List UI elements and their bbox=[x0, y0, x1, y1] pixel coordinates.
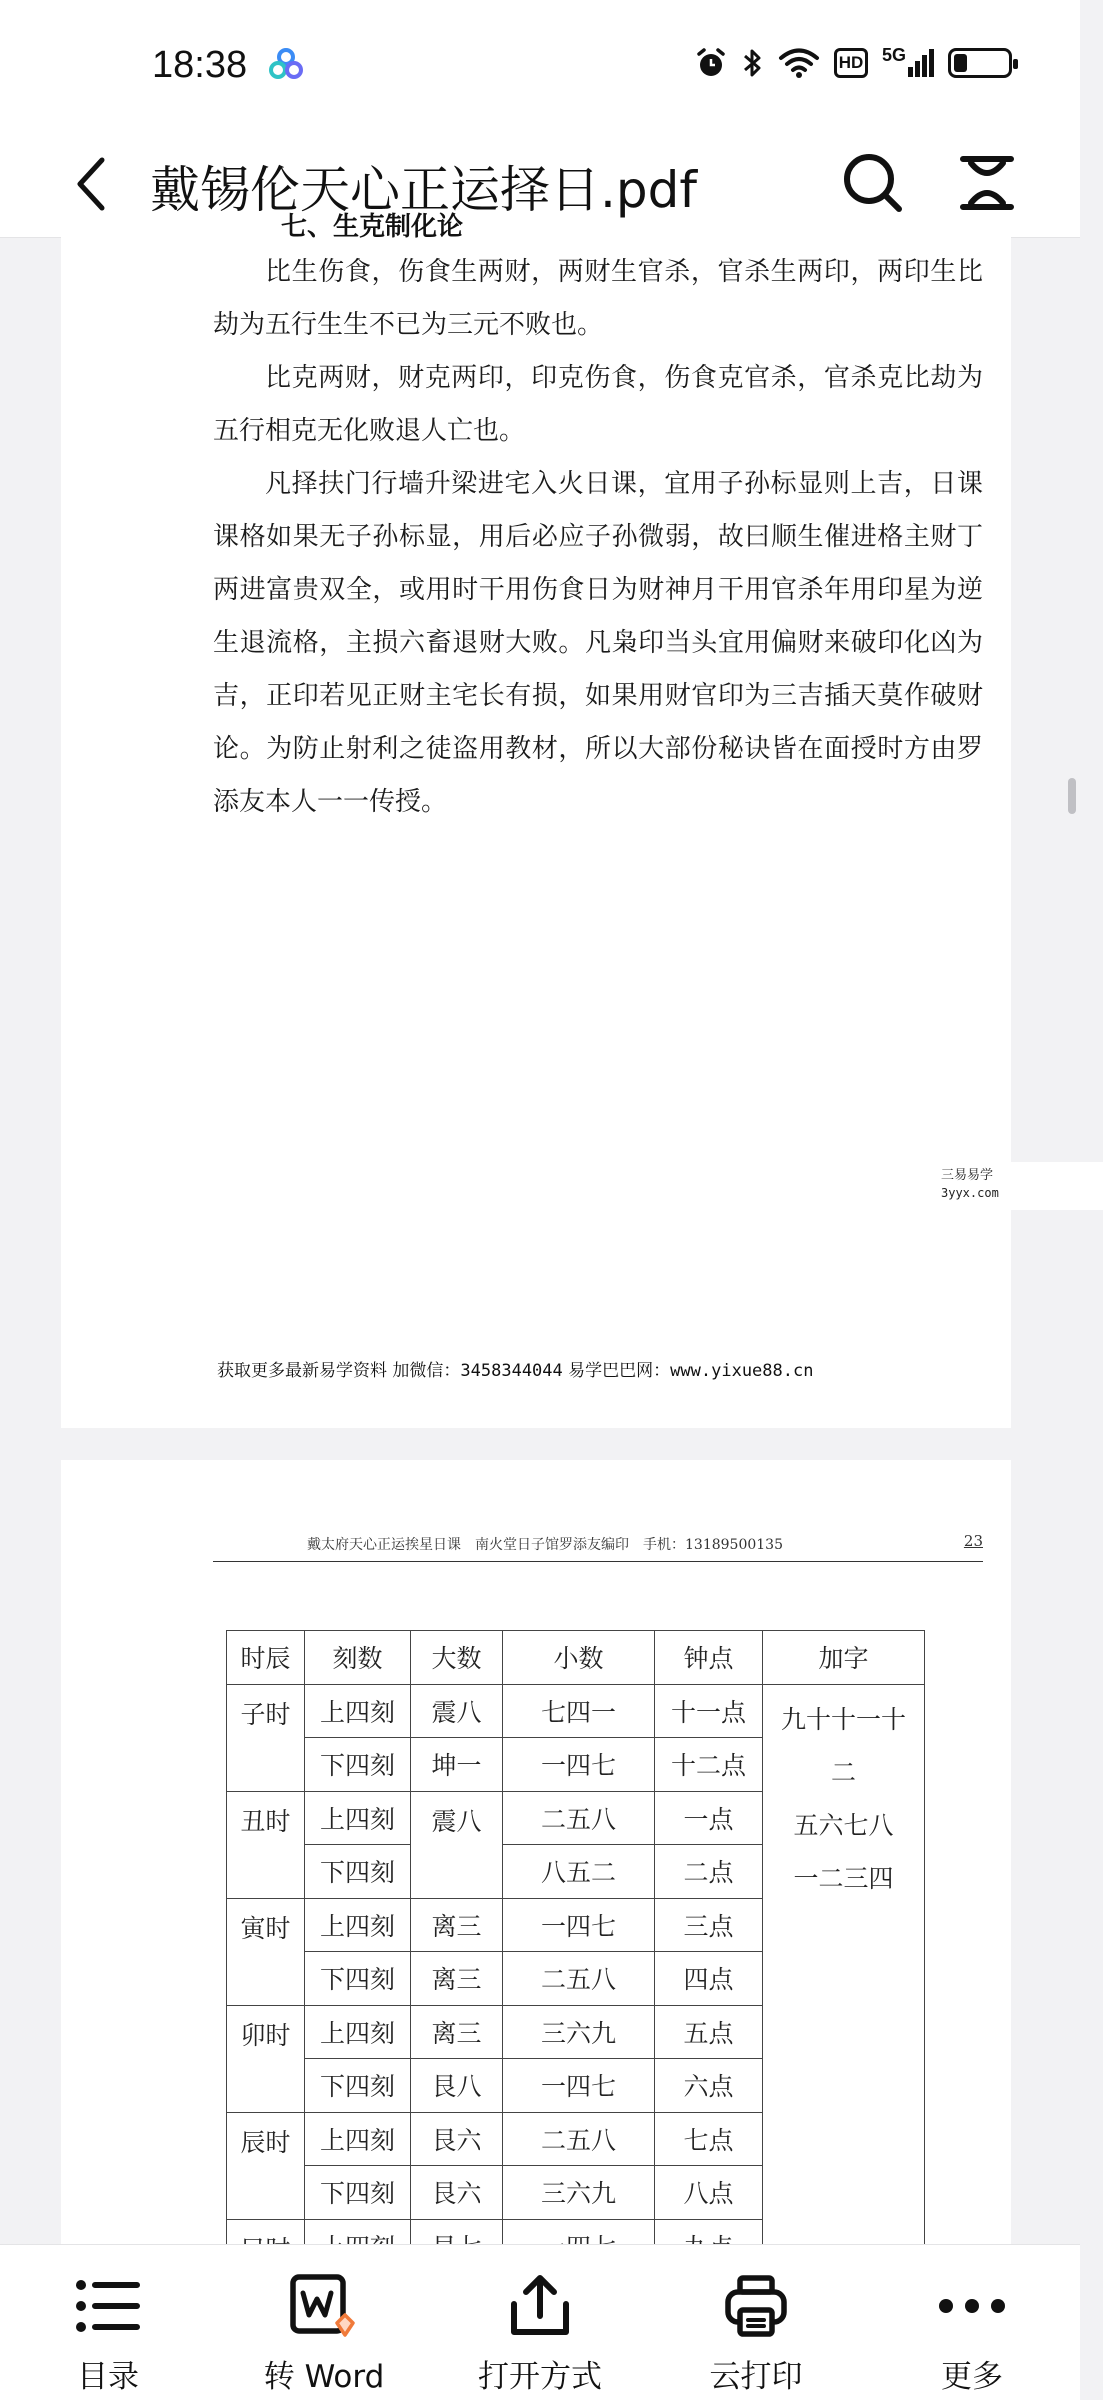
share-icon bbox=[508, 2274, 572, 2338]
network-label: 5G bbox=[881, 45, 906, 65]
battery-icon bbox=[948, 48, 1012, 78]
cloud-print-button[interactable] bbox=[648, 2245, 864, 2400]
ke-cell: 上四刻 bbox=[305, 1898, 411, 1952]
pdf-viewer[interactable] bbox=[0, 212, 1080, 2244]
column-header: 加字 bbox=[763, 1631, 925, 1685]
clock-cell: 十二点 bbox=[655, 1738, 763, 1792]
xiao-cell: 一四七 bbox=[503, 2059, 655, 2113]
bottom-toolbar bbox=[0, 2244, 1080, 2400]
da-cell: 艮六 bbox=[411, 2166, 503, 2220]
xiao-cell: 一四七 bbox=[503, 1738, 655, 1792]
clock-cell: 七点 bbox=[655, 2112, 763, 2166]
xiao-cell: 二五八 bbox=[503, 1791, 655, 1845]
extra-cell: 九十十一十 二 五六七八 一二三四 bbox=[763, 1684, 925, 2273]
cellular-signal-icon bbox=[881, 45, 934, 77]
pdf-page bbox=[61, 212, 1011, 1428]
watermark-line: 三易易学 bbox=[941, 1168, 994, 1183]
convert-word-button[interactable] bbox=[216, 2245, 432, 2400]
chevron-left-icon bbox=[70, 154, 110, 214]
ke-cell: 上四刻 bbox=[305, 1791, 411, 1845]
clock-cell: 五点 bbox=[655, 2005, 763, 2059]
open-with-label: 打开方式 bbox=[478, 2359, 602, 2395]
title-bar bbox=[0, 130, 1080, 242]
ke-cell: 下四刻 bbox=[305, 1738, 411, 1792]
hour-cell: 寅时 bbox=[227, 1898, 305, 2005]
column-header: 时辰 bbox=[227, 1631, 305, 1685]
ke-cell: 上四刻 bbox=[305, 2005, 411, 2059]
clock-cell: 二点 bbox=[655, 1845, 763, 1899]
table-header-row bbox=[227, 1631, 925, 1685]
xiao-cell: 二五八 bbox=[503, 1952, 655, 2006]
search-icon bbox=[841, 151, 905, 215]
ke-cell: 下四刻 bbox=[305, 1845, 411, 1899]
da-cell: 艮八 bbox=[411, 2059, 503, 2113]
column-header: 刻数 bbox=[305, 1631, 411, 1685]
exit-reading-icon bbox=[957, 153, 1017, 213]
paragraph: 比生伤食，伤食生两财，两财生官杀，官杀生两印，两印生比劫为五行生生不已为三元不败也。 bbox=[213, 257, 983, 340]
da-cell: 震八 bbox=[411, 1791, 503, 1898]
wifi-icon bbox=[778, 47, 820, 79]
hour-cell: 丑时 bbox=[227, 1791, 305, 1898]
xiao-cell: 二五八 bbox=[503, 2112, 655, 2166]
back-button[interactable] bbox=[60, 142, 120, 226]
xiao-cell: 八五二 bbox=[503, 1845, 655, 1899]
da-cell: 震八 bbox=[411, 1684, 503, 1738]
da-cell: 离三 bbox=[411, 2005, 503, 2059]
xiao-cell: 三六九 bbox=[503, 2166, 655, 2220]
xiao-cell: 七四一 bbox=[503, 1684, 655, 1738]
ke-cell: 下四刻 bbox=[305, 2059, 411, 2113]
more-label: 更多 bbox=[941, 2359, 1003, 2395]
column-header: 钟点 bbox=[655, 1631, 763, 1685]
status-bar bbox=[0, 0, 1080, 130]
convert-word-icon bbox=[289, 2273, 359, 2339]
open-with-button[interactable] bbox=[432, 2245, 648, 2400]
watermark-url: 3yyx.com bbox=[941, 1186, 999, 1200]
paragraph: 比克两财，财克两印，印克伤食，伤食克官杀，官杀克比劫为五行相克无化败退人亡也。 bbox=[213, 363, 983, 446]
bluetooth-icon bbox=[742, 46, 764, 80]
da-cell: 坤一 bbox=[411, 1738, 503, 1792]
printer-icon bbox=[724, 2274, 788, 2338]
xiao-cell: 一四七 bbox=[503, 1898, 655, 1952]
clock-cell: 三点 bbox=[655, 1898, 763, 1952]
page-body-text bbox=[213, 246, 983, 829]
clock-cell: 四点 bbox=[655, 1952, 763, 2006]
header-text: 戴太府天心正运挨星日课 南火堂日子馆罗添友编印 手机：13189500135 bbox=[307, 1537, 783, 1553]
section-heading: 七、生克制化论 bbox=[281, 212, 464, 242]
exit-reading-button[interactable] bbox=[950, 146, 1024, 220]
hours-table bbox=[226, 1630, 925, 2273]
hd-badge: HD bbox=[834, 48, 868, 78]
column-header: 小数 bbox=[503, 1631, 655, 1685]
more-button[interactable] bbox=[864, 2245, 1080, 2400]
pdf-page bbox=[61, 1460, 1011, 2360]
table-row bbox=[227, 1684, 925, 1738]
ke-cell: 上四刻 bbox=[305, 1684, 411, 1738]
ke-cell: 下四刻 bbox=[305, 2166, 411, 2220]
hour-cell: 子时 bbox=[227, 1684, 305, 1791]
hour-cell: 辰时 bbox=[227, 2112, 305, 2219]
clock-cell: 六点 bbox=[655, 2059, 763, 2113]
da-cell: 艮六 bbox=[411, 2112, 503, 2166]
paragraph: 凡择扶门行墙升梁进宅入火日课，宜用子孙标显则上吉，日课课格如果无子孙标显，用后必应子孙微弱，故曰顺生催进格主财丁两进富贵双全，或用时干用伤食日为财神月干用官杀年用印星为逆生退流格，主损六畜退财大败。凡枭印当头宜用偏财来破印化凶为吉，正印若见正财主宅长有损，如果用财官印为三吉插天莫作破财论。为防止射利之徒盗用教材，所以大部份秘诀皆在面授时方由罗添友本人一一传授。 bbox=[213, 469, 983, 817]
more-icon bbox=[937, 2296, 1007, 2316]
page-number: 23 bbox=[963, 1532, 983, 1550]
watermark bbox=[923, 1162, 1103, 1210]
hour-cell: 卯时 bbox=[227, 2005, 305, 2112]
baidu-netdisk-icon bbox=[268, 46, 304, 86]
search-button[interactable] bbox=[836, 146, 910, 220]
ke-cell: 上四刻 bbox=[305, 2112, 411, 2166]
clock-cell: 一点 bbox=[655, 1791, 763, 1845]
xiao-cell: 三六九 bbox=[503, 2005, 655, 2059]
document-title: 戴锡伦天心正运择日.pdf bbox=[150, 161, 697, 219]
cloud-print-label: 云打印 bbox=[709, 2359, 803, 2395]
alarm-icon bbox=[694, 46, 728, 80]
scrollbar-thumb[interactable] bbox=[1068, 778, 1076, 814]
da-cell: 离三 bbox=[411, 1898, 503, 1952]
toc-button[interactable] bbox=[0, 2245, 216, 2400]
ke-cell: 下四刻 bbox=[305, 1952, 411, 2006]
toc-label: 目录 bbox=[77, 2359, 139, 2395]
status-time: 18:38 bbox=[152, 44, 248, 86]
da-cell: 离三 bbox=[411, 1952, 503, 2006]
battery-fill bbox=[954, 54, 967, 72]
list-icon bbox=[75, 2277, 141, 2335]
clock-cell: 十一点 bbox=[655, 1684, 763, 1738]
page-header bbox=[213, 1532, 983, 1562]
page-footer: 获取更多最新易学资料 加微信：3458344044 易学巴巴网：www.yixue88.cn bbox=[217, 1361, 814, 1381]
convert-word-label: 转 Word bbox=[263, 2359, 385, 2395]
status-icons bbox=[694, 46, 1012, 80]
column-header: 大数 bbox=[411, 1631, 503, 1685]
clock-cell: 八点 bbox=[655, 2166, 763, 2220]
